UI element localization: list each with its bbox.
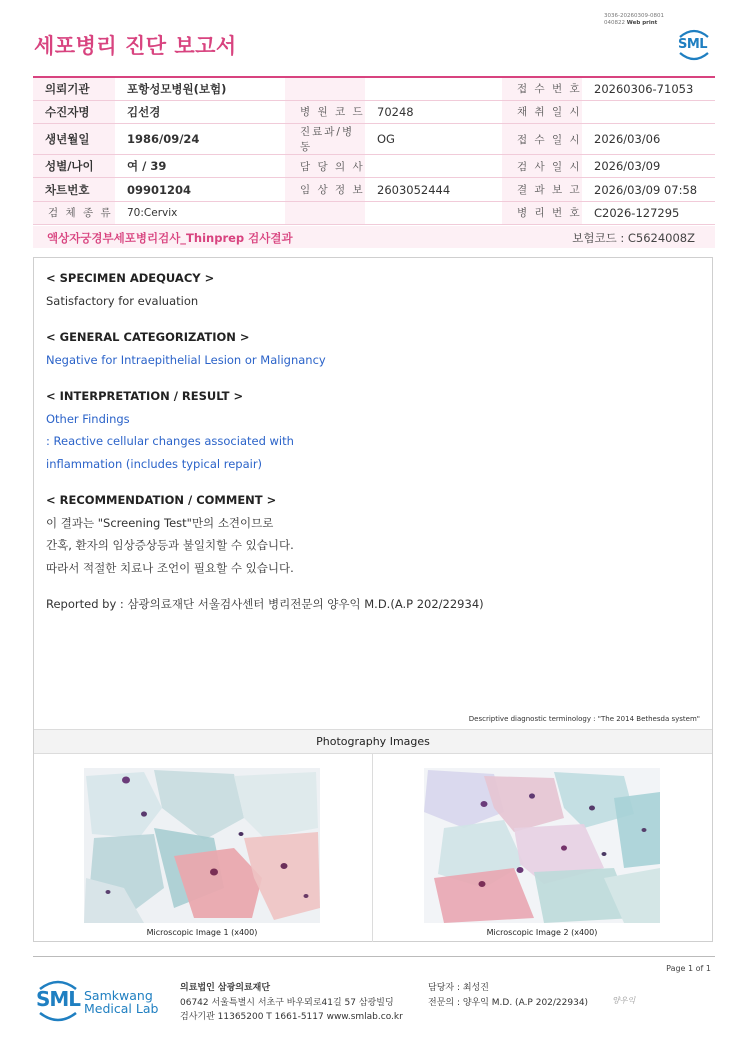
info-value <box>365 155 502 178</box>
info-label: 채 취 일 시 <box>502 100 582 123</box>
info-value <box>582 100 715 123</box>
info-row <box>33 178 715 201</box>
signature: 양우익 <box>612 996 636 1005</box>
report-body <box>33 257 713 942</box>
organization-info <box>180 981 403 1025</box>
recommendation-section <box>46 489 294 579</box>
brand-line-1: Samkwang <box>84 988 153 1003</box>
info-label: 의뢰기관 <box>33 77 115 100</box>
recommendation-line: 간혹, 환자의 임상증상등과 불일치할 수 있습니다. <box>46 538 294 553</box>
info-row <box>33 77 715 100</box>
reported-by: Reported by : 삼광의료재단 서울검사센터 병리전문의 양우익 M.D.(A.P 202/22934) <box>46 597 484 611</box>
sml-logo-text: SML <box>678 37 708 52</box>
print-id-number: 3036-20260309-0801 <box>604 13 664 19</box>
terminology-note: Descriptive diagnostic terminology : "The 2014 Bethesda system" <box>468 715 700 723</box>
info-label: 접 수 번 호 <box>502 77 582 100</box>
staff-info <box>428 981 588 1010</box>
info-value: OG <box>365 124 502 155</box>
info-label: 결 과 보 고 <box>502 178 582 201</box>
info-value: 여 / 39 <box>115 155 285 178</box>
interpretation-line: Other Findings <box>46 411 130 426</box>
exam-bar <box>33 226 715 248</box>
info-value: 70248 <box>365 100 502 123</box>
print-mode: Web print <box>626 20 658 26</box>
image-caption-2: Microscopic Image 2 (x400) <box>486 928 598 937</box>
general-categorization-section <box>46 326 326 371</box>
org-address: 06742 서울특별시 서초구 바우뫼로41길 57 삼광빌딩 <box>180 997 394 1008</box>
staff-line: 전문의 : 양우익 M.D. (A.P 202/22934) <box>428 997 589 1008</box>
info-value: 2026/03/06 <box>582 124 715 155</box>
interpretation-line: inflammation (includes typical repair) <box>46 456 263 471</box>
photography-heading: Photography Images <box>34 729 712 754</box>
category-text: Negative for Intraepithelial Lesion or Malignancy <box>46 352 326 367</box>
print-sub-id: 040822 <box>604 20 625 26</box>
info-label: 병 리 번 호 <box>502 201 582 224</box>
info-value: 포항성모병원(보험) <box>115 77 285 100</box>
recommendation-line: 따라서 적절한 치료나 조언이 필요할 수 있습니다. <box>46 560 294 575</box>
info-label: 병 원 코 드 <box>285 100 365 123</box>
microscopic-image-2 <box>424 768 660 923</box>
info-value: 2026/03/09 <box>582 155 715 178</box>
info-value <box>365 77 502 100</box>
info-row <box>33 124 715 155</box>
exam-name: 액상자궁경부세포병리검사_Thinprep 검사결과 <box>47 231 293 245</box>
info-value: 09901204 <box>115 178 285 201</box>
info-label: 접 수 일 시 <box>502 124 582 155</box>
report-title: 세포병리 진단 보고서 <box>34 34 237 58</box>
interpretation-line: : Reactive cellular changes associated with <box>46 434 294 449</box>
info-label <box>285 201 365 224</box>
brand-name <box>84 989 174 1015</box>
interpretation-heading: < INTERPRETATION / RESULT > <box>46 389 244 403</box>
info-label: 임 상 정 보 <box>285 178 365 201</box>
category-heading: < GENERAL CATEGORIZATION > <box>46 330 250 344</box>
info-value: 20260306-71053 <box>582 77 715 100</box>
info-label: 담 당 의 사 <box>285 155 365 178</box>
interpretation-section <box>46 385 294 475</box>
info-value <box>365 201 502 224</box>
info-label <box>285 77 365 100</box>
photo-divider <box>372 754 373 942</box>
sml-logo-top <box>674 27 714 61</box>
staff-line: 담당자 : 최성진 <box>428 983 489 993</box>
info-row <box>33 155 715 178</box>
microscopic-image-1 <box>84 768 320 923</box>
insurance-code: 보험코드 : C5624008Z <box>572 231 695 245</box>
page-number: Page 1 of 1 <box>666 964 711 973</box>
adequacy-heading: < SPECIMEN ADEQUACY > <box>46 271 215 285</box>
recommendation-heading: < RECOMMENDATION / COMMENT > <box>46 493 277 507</box>
recommendation-line: 이 결과는 "Screening Test"만의 소견이므로 <box>46 515 274 530</box>
print-id <box>604 13 664 27</box>
info-value: 2603052444 <box>365 178 502 201</box>
brand-line-2: Medical Lab <box>84 1001 159 1016</box>
adequacy-text: Satisfactory for evaluation <box>46 293 199 308</box>
info-label: 검 사 일 시 <box>502 155 582 178</box>
info-value: 김선경 <box>115 100 285 123</box>
info-value: 1986/09/24 <box>115 124 285 155</box>
info-label: 수진자명 <box>33 100 115 123</box>
org-name: 의료법인 삼광의료재단 <box>180 983 271 993</box>
info-label: 차트번호 <box>33 178 115 201</box>
info-label: 생년월일 <box>33 124 115 155</box>
info-label: 진료과/병동 <box>285 124 365 155</box>
info-label: 성별/나이 <box>33 155 115 178</box>
specimen-adequacy-section <box>46 267 214 312</box>
footer-divider <box>33 956 715 957</box>
footer-logo-text: SML <box>36 987 81 1011</box>
info-row <box>33 201 715 224</box>
org-contact: 검사기관 11365200 T 1661-5117 www.smlab.co.kr <box>180 1012 403 1022</box>
image-caption-1: Microscopic Image 1 (x400) <box>146 928 258 937</box>
info-value: 70:Cervix <box>115 201 285 224</box>
info-label: 검 체 종 류 <box>33 201 115 224</box>
info-value: 2026/03/09 07:58 <box>582 178 715 201</box>
info-value: C2026-127295 <box>582 201 715 224</box>
info-row <box>33 100 715 123</box>
patient-info-table <box>33 76 715 225</box>
